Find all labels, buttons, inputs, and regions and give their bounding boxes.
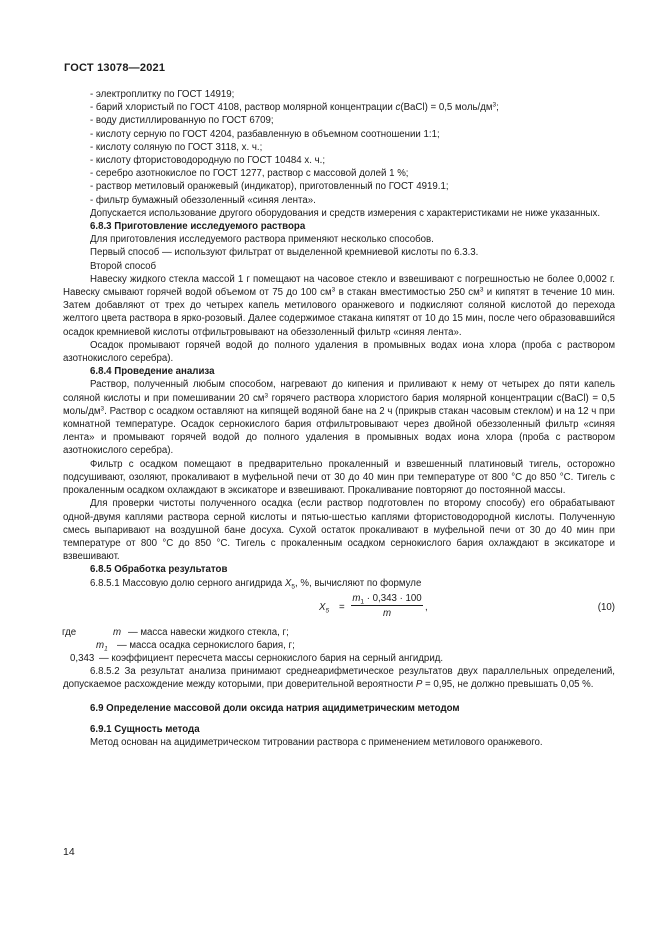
paragraph: Раствор, полученный любым способом, нагревают до кипения и приливают к нему от четырех до пяти капель соляной кислоты и при помешивании 20 $см^3$ горячего раствора хлористого бария молярной концентрации с(BaCl) = 0,5 моль/$дм^3$. Раствор с осадком оставляют на кипящей водяной бане на 2 ч (прикрыв стакан часовым стеклом) и на 12 ч при комнатной температуре. Осадок сернокислого бария отфильтровывают через двойной обеззоленный фильтр «синяя лента» и промывают горячей водой до полного удаления в промывных водах иона хлора (проба с раствором азотнокислого серебра). (63, 379, 615, 457)
formula-equals: = (339, 601, 345, 613)
paragraph: Для проверки чистоты полученного осадка (если раствор подготовлен по второму способу) его обрабатывают одной-двумя каплями раствора серной кислоты и пятью-шестью каплями фтористоводородной кислоты. Полученную смесь выпаривают на воздушной бане досуха. Сухой остаток прокаливают в муфельной печи от 30 до 40 мин при температуре от 800 °С до 850 °С. Тигель с прокаленным осадком сернокислого бария охлаждают в эксикаторе и взвешивают. (63, 498, 615, 563)
list-item: - кислоту соляную по ГОСТ 3118, х. ч.; (90, 141, 263, 153)
formula-denominator: m (382, 607, 392, 619)
paragraph: Второй способ (90, 260, 157, 272)
where-row (63, 626, 615, 639)
list-item: - серебро азотнокислое по ГОСТ 1277, раствор с массовой долей 1 %; (90, 168, 409, 180)
section-heading-6-8-5: 6.8.5 Обработка результатов (90, 564, 228, 576)
formula-numerator: $m_1 \cdot 0,343 \cdot 100$ (352, 592, 422, 606)
paragraph: 6.8.5.1 Массовую долю серного ангидрида $X_5$, %, вычисляют по формуле (90, 577, 422, 591)
formula-fraction-bar (351, 605, 423, 606)
paragraph: Осадок промывают горячей водой до полного удаления в промывных водах иона хлора (проба с раствором азотнокислого серебра). (63, 339, 615, 365)
list-item: - раствор метиловый оранжевый (индикатор), приготовленный по ГОСТ 4919.1; (90, 181, 449, 193)
where-description: — масса осадка сернокислого бария, г; (117, 639, 295, 651)
paragraph: Навеску жидкого стекла массой 1 г помещают на часовое стекло и взвешивают с погрешностью не более 0,0002 г. Навеску смывают горячей водой объемом от 75 до 100 $см^3$ в стакан вместимостью 250 $см^3$ и кипятят в течение 10 мин. Затем добавляют от трех до четырех капель метилового оранжевого и подкисляют соляной кислотой до перехода желтого цвета раствора в ярко-розовый. Далее содержимое стакана кипятят от 10 до 15 мин, после чего образовавшийся осадок кремниевой кислоты отфильтровывают на обеззоленный фильтр «синяя лента». (63, 273, 615, 338)
list-item: - электроплитку по ГОСТ 14919; (90, 89, 235, 100)
list-item: - фильтр бумажный обеззоленный «синяя лента». (90, 194, 316, 206)
where-row (63, 639, 615, 652)
paragraph: Фильтр с осадком помещают в предварительно прокаленный и взвешенный платиновый тигель, осторожно подсушивают, озоляют, прокаливают в муфельной печи от 30 до 40 мин при температуре от 800 °С до 850 °С. Тигель с прокаленным осадком охлаждают в эксикаторе и взвешивают. Прокаливание повторяют до постоянной массы. (63, 458, 615, 497)
section-heading-6-9-1: 6.9.1 Сущность метода (90, 723, 200, 735)
formula-10 (63, 593, 615, 621)
where-symbol: m (113, 626, 122, 638)
where-row (63, 652, 615, 665)
section-heading-6-9: 6.9 Определение массовой доли оксида натрия ацидиметрическим методом (90, 702, 460, 714)
where-description: — коэффициент пересчета массы сернокислого бария на серный ангидрид. (99, 653, 444, 665)
document-body (63, 88, 615, 749)
where-symbol: 0,343 (70, 653, 95, 665)
where-symbol: $m_1$ (96, 639, 108, 653)
list-item: - воду дистиллированную по ГОСТ 6709; (90, 115, 274, 127)
formula-lhs: $X_5$ (319, 601, 330, 615)
paragraph: Метод основан на ацидиметрическом титровании раствора с применением метилового оранжевого. (90, 737, 543, 749)
paragraph: Для приготовления исследуемого раствора применяют несколько способов. (90, 234, 434, 246)
list-item: - кислоту фтористоводородную по ГОСТ 10484 х. ч.; (90, 155, 326, 167)
formula-comma: , (425, 601, 428, 613)
list-item: - кислоту серную по ГОСТ 4204, разбавленную в объемном соотношении 1:1; (90, 128, 440, 140)
section-heading-6-8-3: 6.8.3 Приготовление исследуемого раствора (90, 221, 306, 233)
list-item: - барий хлористый по ГОСТ 4108, раствор молярной концентрации c(BaCl) = 0,5 моль/$дм^3$; (90, 101, 499, 114)
formula-number: (10) (597, 601, 615, 613)
allowed-equipment-note: Допускается использование другого оборудования и средств измерения с характеристиками не ниже указанных. (90, 207, 601, 219)
paragraph: Первый способ — используют фильтрат от выделенной кремниевой кислоты по 6.3.3. (90, 247, 479, 259)
page-header-standard: ГОСТ 13078—2021 (64, 62, 166, 74)
section-heading-6-8-4: 6.8.4 Проведение анализа (90, 366, 215, 378)
page-number: 14 (63, 846, 75, 858)
paragraph: 6.8.5.2 За результат анализа принимают среднеарифметическое результатов двух параллельных определений, допускаемое расхождение между которыми, при доверительной вероятности P = 0,95, не должно превышать 0,05 %. (63, 666, 615, 691)
where-label: где (62, 626, 77, 638)
where-description: — масса навески жидкого стекла, г; (128, 626, 289, 638)
